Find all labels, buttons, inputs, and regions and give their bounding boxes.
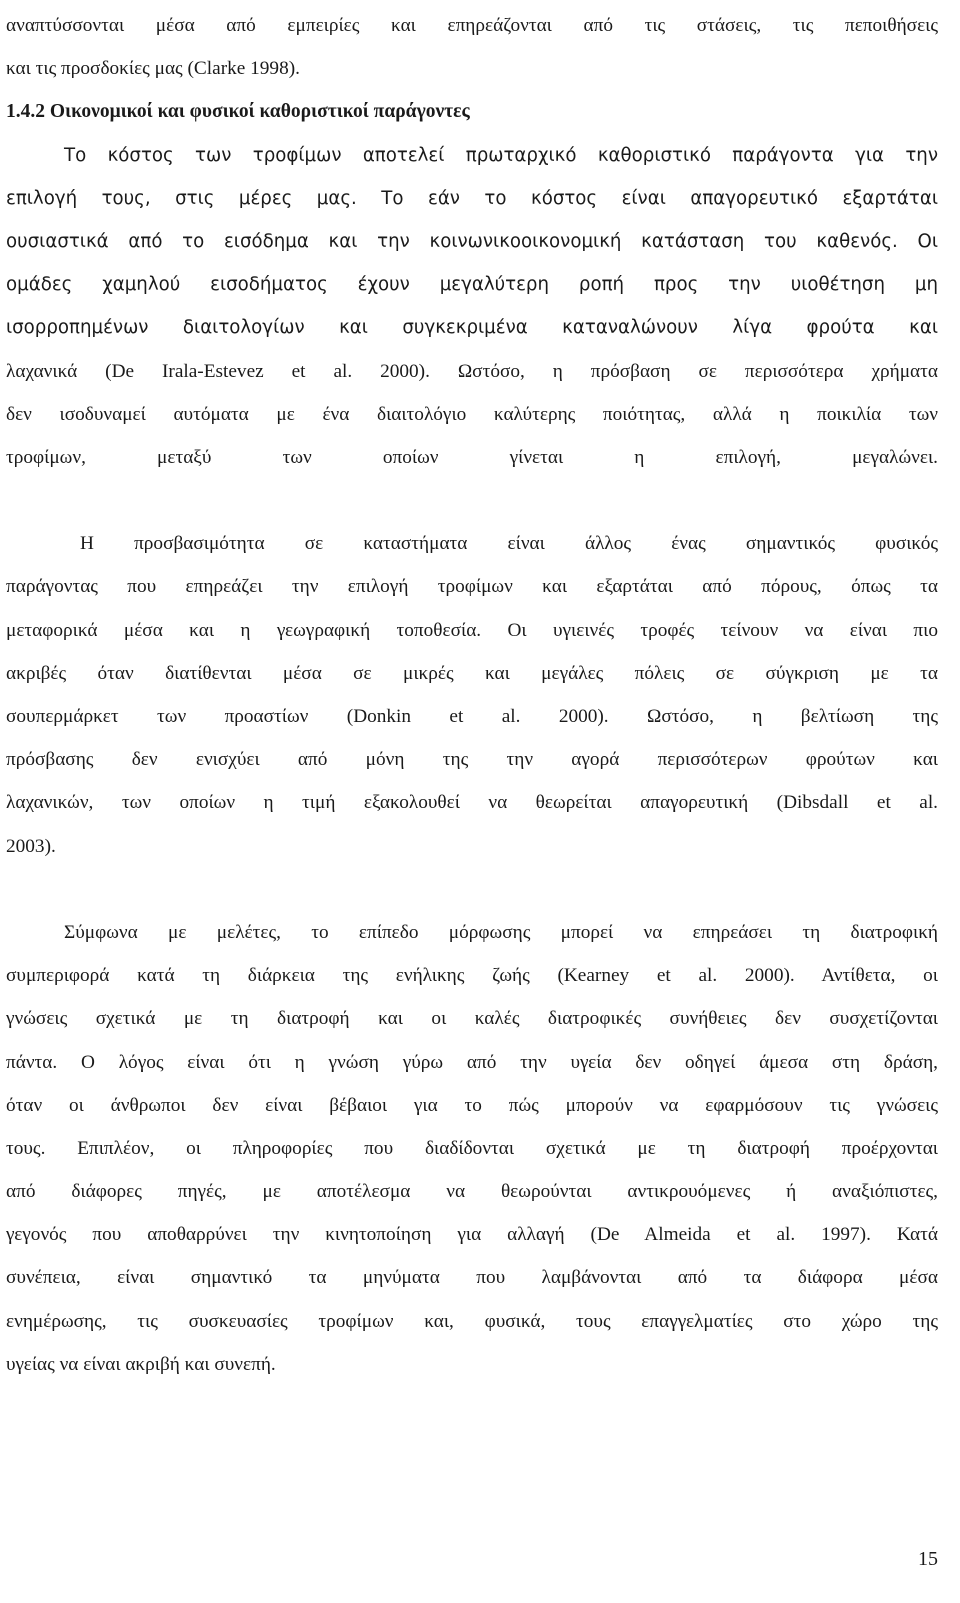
text-line: σουπερμάρκετ των προαστίων (Donkin et al. 2000). Ωστόσο, η βελτίωση της xyxy=(6,706,938,727)
text-line: ενημέρωσης, τις συσκευασίες τροφίμων και, φυσικά, τους επαγγελματίες στο χώρο της xyxy=(6,1310,938,1332)
text-line: πάντα. Ο λόγος είναι ότι η γνώση γύρω από την υγεία δεν οδηγεί άμεσα στη δράση, xyxy=(6,1051,938,1073)
paragraph-gap xyxy=(6,479,938,522)
text-line: 2003). xyxy=(6,835,56,857)
text-line: γεγονός που αποθαρρύνει την κινητοποίηση για αλλαγή (De Almeida et al. 1997). Κατά xyxy=(6,1224,938,1246)
text-line: δεν ισοδυναμεί αυτόματα με ένα διαιτολόγιο καλύτερης ποιότητας, αλλά η ποικιλία των xyxy=(6,403,938,425)
text-line: λαχανικά (De Irala-Estevez et al. 2000). Ωστόσο, η πρόσβαση σε περισσότερα χρήματα xyxy=(6,360,938,382)
text-line: ακριβές όταν διατίθενται μέσα σε μικρές και μεγάλες πόλεις σε σύγκριση με τα xyxy=(6,662,938,684)
text-line: τους. Επιπλέον, οι πληροφορίες που διαδίδονται σχετικά με τη διατροφή προέρχονται xyxy=(6,1137,938,1159)
text-line: και τις προσδοκίες μας (Clarke 1998). xyxy=(6,58,300,80)
paragraph-cost xyxy=(6,134,938,480)
text-line: υγείας να είναι ακριβή και συνεπή. xyxy=(6,1353,276,1375)
document-page xyxy=(6,4,938,1386)
text-line: επιλογή τους, στις μέρες μας. Το εάν το κόστος είναι απαγορευτικό εξαρτάται xyxy=(6,187,938,209)
text-line: ισορροπημένων διαιτολογίων και συγκεκριμένα καταναλώνουν λίγα φρούτα και xyxy=(6,317,938,339)
text-line: Σύμφωνα με μελέτες, το επίπεδο μόρφωσης μπορεί να επηρεάσει τη διατροφική xyxy=(64,921,938,943)
text-line: ομάδες χαμηλού εισοδήματος έχουν μεγαλύτερη ροπή προς την υιοθέτηση μη xyxy=(6,274,938,296)
paragraph-accessibility xyxy=(6,522,938,868)
text-line: γνώσεις σχετικά με τη διατροφή και οι καλές διατροφικές συνήθειες δεν συσχετίζονται xyxy=(6,1008,938,1030)
text-line: Η προσβασιμότητα σε καταστήματα είναι άλλος ένας σημαντικός φυσικός xyxy=(80,533,938,555)
text-line: συνέπεια, είναι σημαντικό τα μηνύματα που λαμβάνονται από τα διάφορα μέσα xyxy=(6,1267,938,1289)
text-line: όταν οι άνθρωποι δεν είναι βέβαιοι για το πώς μπορούν να εφαρμόσουν τις γνώσεις xyxy=(6,1094,938,1116)
page-number: 15 xyxy=(918,1548,938,1570)
text-line: αναπτύσσονται μέσα από εμπειρίες και επηρεάζονται από τις στάσεις, τις πεποιθήσεις xyxy=(6,15,938,36)
section-heading: 1.4.2 Οικονομικοί και φυσικοί καθοριστικοί παράγοντες xyxy=(6,101,470,123)
text-line: τροφίμων, μεταξύ των οποίων γίνεται η επιλογή, μεγαλώνει. xyxy=(6,446,938,468)
text-line: παράγοντας που επηρεάζει την επιλογή τροφίμων και εξαρτάται από πόρους, όπως τα xyxy=(6,576,938,598)
text-line: λαχανικών, των οποίων η τιμή εξακολουθεί να θεωρείται απαγορευτική (Dibsdall et al. xyxy=(6,792,938,814)
paragraph-gap xyxy=(6,868,938,911)
text-line: Το κόστος των τροφίμων αποτελεί πρωταρχικό καθοριστικό παράγοντα για την xyxy=(64,144,938,166)
text-line: πρόσβασης δεν ενισχύει από μόνη της την αγορά περισσότερων φρούτων και xyxy=(6,749,938,771)
text-line: συμπεριφορά κατά τη διάρκεια της ενήλικης ζωής (Kearney et al. 2000). Αντίθετα, οι xyxy=(6,965,938,987)
text-line: ουσιαστικά από το εισόδημα και την κοινωνικοοικονομική κατάσταση του καθενός. Οι xyxy=(6,230,938,252)
paragraph-education xyxy=(6,911,938,1386)
text-line: μεταφορικά μέσα και η γεωγραφική τοποθεσία. Οι υγιεινές τροφές τείνουν να είναι πιο xyxy=(6,619,938,641)
text-line: από διάφορες πηγές, με αποτέλεσμα να θεωρούνται αντικρουόμενες ή αναξιόπιστες, xyxy=(6,1181,938,1203)
